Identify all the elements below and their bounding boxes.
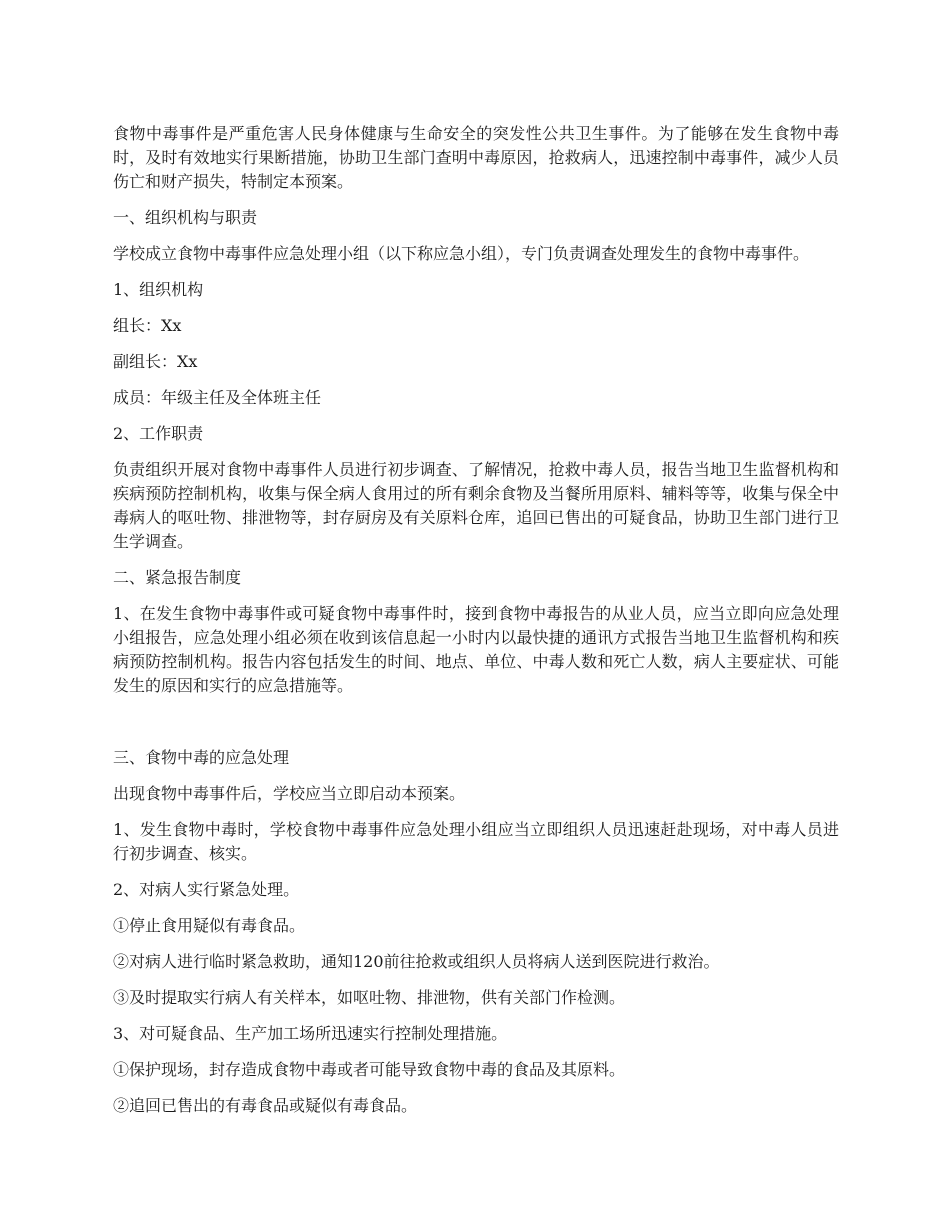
document-page xyxy=(113,122,839,1130)
members-line: 成员：年级主任及全体班主任 xyxy=(113,388,322,407)
emergency-step-2-item-3: ③及时提取实行病人有关样本，如呕吐物、排泄物，供有关部门作检测。 xyxy=(113,988,626,1007)
emergency-step-3-item-1: ①保护现场，封存造成食物中毒或者可能导致食物中毒的食品及其原料。 xyxy=(113,1060,626,1079)
intro-paragraph: 食物中毒事件是严重危害人民身体健康与生命安全的突发性公共卫生事件。为了能够在发生食物中毒时，及时有效地实行果断措施，协助卫生部门查明中毒原因，抢救病人，迅速控制中毒事件，减少人员伤亡和财产损失，特制定本预案。 xyxy=(113,124,839,191)
leader-line: 组长：Xx xyxy=(113,316,182,335)
subheading-duties: 2、工作职责 xyxy=(113,424,204,443)
reporting-paragraph: 1、在发生食物中毒事件或可疑食物中毒事件时，接到食物中毒报告的从业人员，应当立即向应急处理小组报告，应急处理小组必须在收到该信息起一小时内以最快捷的通讯方式报告当地卫生监督机构和疾病预防控制机构。报告内容包括发生的时间、地点、单位、中毒人数和死亡人数，病人主要症状、可能发生的原因和实行的应急措施等。 xyxy=(113,604,839,695)
emergency-intro: 出现食物中毒事件后，学校应当立即启动本预案。 xyxy=(113,784,466,803)
section-heading-organization: 一、组织机构与职责 xyxy=(113,208,258,227)
emergency-step-3: 3、对可疑食品、生产加工场所迅速实行控制处理措施。 xyxy=(113,1024,508,1043)
emergency-step-3-item-2: ②追回已售出的有毒食品或疑似有毒食品。 xyxy=(113,1096,418,1115)
section-heading-reporting: 二、紧急报告制度 xyxy=(113,568,242,587)
deputy-leader-line: 副组长：Xx xyxy=(113,352,198,371)
emergency-step-2-item-1: ①停止食用疑似有毒食品。 xyxy=(113,916,306,935)
section-heading-emergency: 三、食物中毒的应急处理 xyxy=(113,748,290,767)
subheading-structure: 1、组织机构 xyxy=(113,280,204,299)
organization-paragraph: 学校成立食物中毒事件应急处理小组（以下称应急小组），专门负责调查处理发生的食物中毒事件。 xyxy=(113,244,810,263)
emergency-step-1: 1、发生食物中毒时，学校食物中毒事件应急处理小组应当立即组织人员迅速赶赴现场，对中毒人员进行初步调查、核实。 xyxy=(113,820,839,863)
emergency-step-2: 2、对病人实行紧急处理。 xyxy=(113,880,300,899)
emergency-step-2-item-2: ②对病人进行临时紧急救助，通知120前往抢救或组织人员将病人送到医院进行救治。 xyxy=(113,952,720,971)
duties-paragraph: 负责组织开展对食物中毒事件人员进行初步调查、了解情况，抢救中毒人员，报告当地卫生监督机构和疾病预防控制机构，收集与保全病人食用过的所有剩余食物及当餐所用原料、辅料等等，收集与保全中毒病人的呕吐物、排泄物等，封存厨房及有关原料仓库，追回已售出的可疑食品，协助卫生部门进行卫生学调查。 xyxy=(113,460,839,551)
blank-gap xyxy=(113,710,839,746)
